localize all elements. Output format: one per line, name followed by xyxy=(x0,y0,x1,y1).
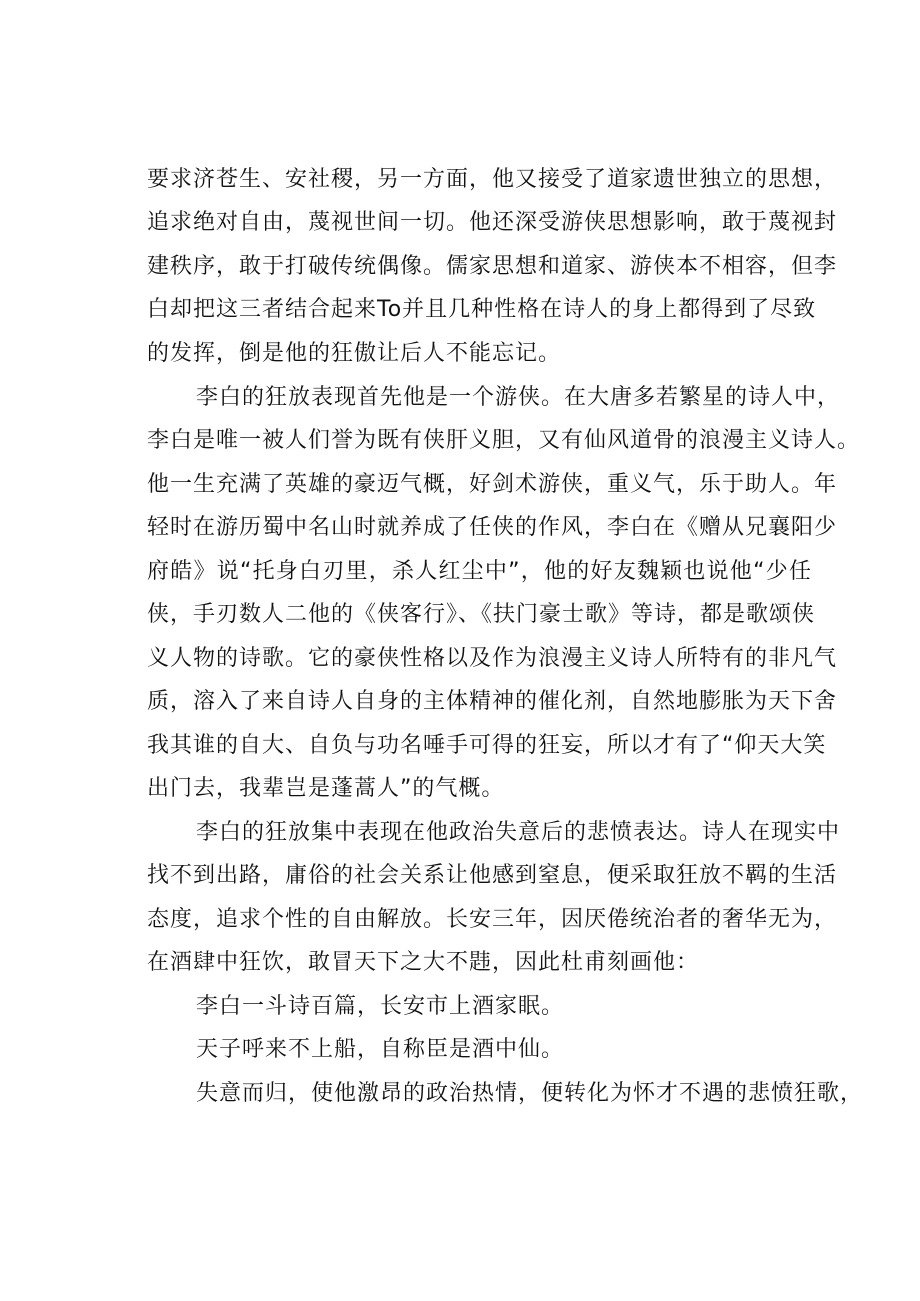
text-line: 侠，手刃数人二他的《侠客行》、《扶门豪士歌》等诗，都是歌颂侠 xyxy=(147,602,816,627)
text-line: 府皓》说“托身白刃里，杀人红尘中”，他的好友魏颖也说他“少任 xyxy=(147,559,812,584)
text-line: 追求绝对自由，蔑视世间一切。他还深受游侠思想影响，敢于蔑视封 xyxy=(147,210,838,235)
paragraph-first-line: 李白的狂放表现首先他是一个游侠。在大唐多若繁星的诗人中， xyxy=(196,385,841,410)
text-line: 的发挥，倒是他的狂傲让后人不能忘记。 xyxy=(147,341,562,366)
text-line: 白却把这三者结合起来To并且几种性格在诗人的身上都得到了尽致 xyxy=(147,297,817,322)
text-line: 质，溶入了来自诗人自身的主体精神的催化剂，自然地膨胀为天下舍 xyxy=(147,689,838,714)
text-line: 轻时在游历蜀中名山时就养成了任侠的作风，李白在《赠从兄襄阳少 xyxy=(147,515,838,540)
text-line: 建秩序，敢于打破传统偶像。儒家思想和道家、游侠本不相容，但李 xyxy=(147,254,838,279)
paragraph-first-line: 失意而归，使他激昂的政治热情，便转化为怀才不遇的悲愤狂歌， xyxy=(196,1081,864,1106)
paragraph-first-line: 李白的狂放集中表现在他政治失意后的悲愤表达。诗人在现实中 xyxy=(196,820,841,845)
text-line: 李白是唯一被人们誉为既有侠肝义胆，又有仙风道骨的浪漫主义诗人。 xyxy=(147,428,861,453)
text-line: 在酒肆中狂饮，敢冒天下之大不韪，因此杜甫刻画他： xyxy=(147,950,700,975)
text-line: 出门去，我辈岂是蓬蒿人”的气概。 xyxy=(147,776,505,801)
poem-line: 天子呼来不上船，自称臣是酒中仙。 xyxy=(196,1037,565,1062)
poem-line: 李白一斗诗百篇，长安市上酒家眠。 xyxy=(196,994,565,1019)
text-line: 他一生充满了英雄的豪迈气概，好剑术游侠，重义气，乐于助人。年 xyxy=(147,472,838,497)
text-line: 要求济苍生、安社稷，另一方面，他又接受了道家遗世独立的思想， xyxy=(147,167,838,192)
text-line: 态度，追求个性的自由解放。长安三年，因厌倦统治者的奢华无为， xyxy=(147,907,838,932)
text-line: 找不到出路，庸俗的社会关系让他感到窒息，便采取狂放不羁的生活 xyxy=(147,863,838,888)
text-line: 义人物的诗歌。它的豪侠性格以及作为浪漫主义诗人所特有的非凡气 xyxy=(147,646,838,671)
text-line: 我其谁的自大、自负与功名唾手可得的狂妄，所以才有了“仰天大笑 xyxy=(147,733,827,758)
